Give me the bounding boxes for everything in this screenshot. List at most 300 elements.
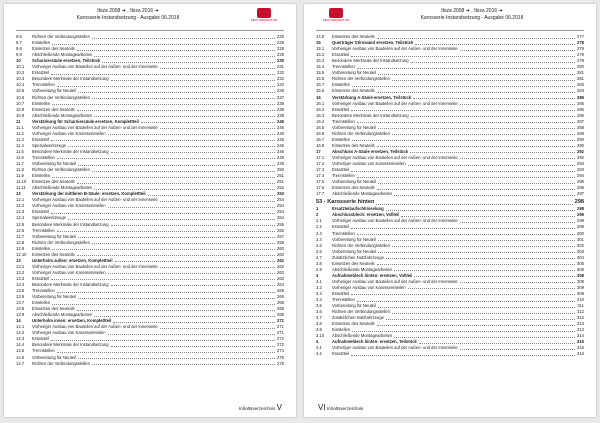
header-divider <box>316 30 584 31</box>
toc-entry-number: 17.3 <box>316 167 325 173</box>
toc-leader-dots <box>78 237 275 238</box>
toc-entry-title: Trennstellen <box>32 154 55 160</box>
toc-entry-page: 306 <box>577 266 584 272</box>
toc-entry-number: 12.9 <box>16 245 25 251</box>
toc-leader-dots <box>115 261 275 262</box>
toc-leader-dots <box>77 255 275 256</box>
toc-entry-title: Ersatzteil <box>32 275 50 281</box>
header-subtitle: Karosserie-Instandsetzung - Ausgabe 06.2018 <box>420 15 524 21</box>
toc-entry-number: 11.10 <box>16 179 27 185</box>
toc-entry-page: 271 <box>277 318 284 324</box>
toc-leader-dots <box>414 276 575 277</box>
toc-entry-page: 238 <box>277 106 284 112</box>
toc-leader-dots <box>377 264 575 265</box>
toc-entry-title: Vorbereitung für Neuteil <box>332 236 376 242</box>
toc-entry-page: 275 <box>277 354 284 360</box>
toc-entry-page: 231 <box>277 64 284 70</box>
toc-entry-number: 15.3 <box>316 58 325 64</box>
toc-leader-dots <box>460 158 575 159</box>
toc-entry-page: 256 <box>277 227 284 233</box>
header-models: Ibiza 2008 ➔ , Ibiza 2016 ➔ <box>97 8 159 14</box>
toc-entry-title: Vorbereitung für Neuteil <box>332 303 376 309</box>
toc-entry-number: 2.4 <box>316 236 322 242</box>
toc-entry-title: Spezialwerkzeuge <box>32 142 66 148</box>
toc-entry-number: 12.10 <box>16 251 27 257</box>
toc-entry-title: Vorbereitung für Neuteil <box>332 124 376 130</box>
toc-entry-title: Einsetzen des Neuteils <box>332 142 375 148</box>
toc-entry-number: 2.2 <box>316 224 322 230</box>
toc-entry-number: 2.9 <box>316 266 322 272</box>
toc-entry-page: 277 <box>577 34 584 40</box>
toc-entry-page: 314 <box>577 333 584 339</box>
toc-entry-number: 16.5 <box>316 124 325 130</box>
toc-entry-number: 13.8 <box>16 306 25 312</box>
toc-entry-page: 268 <box>277 306 284 312</box>
toc-entry-number: 13.6 <box>16 294 25 300</box>
toc-leader-dots <box>415 44 575 45</box>
toc-entry-page: 287 <box>577 118 584 124</box>
toc-entry-title: Vorbereitung für Neuteil <box>332 248 376 254</box>
toc-entry-number: 17.4 <box>316 173 325 179</box>
toc-entry-number: 3.2 <box>316 284 322 290</box>
toc-entry-title: Einsetzen des Neuteils <box>332 185 375 191</box>
toc-entry[interactable] <box>316 351 584 357</box>
toc-entry-title: Einstellen <box>32 245 51 251</box>
toc-entry-title: Ersatzteil <box>332 351 350 357</box>
toc-entry-title: Vorbereitung für Neuteil <box>32 233 76 239</box>
toc-leader-dots <box>410 152 575 153</box>
toc-leader-dots <box>401 216 575 217</box>
toc-entry-title: Einstellen <box>332 327 351 333</box>
toc-entry-number: 10.5 <box>16 88 25 94</box>
toc-entry-title: Richten der Verbindungsstellen <box>32 34 90 40</box>
toc-entry-page: 288 <box>577 124 584 130</box>
toc-leader-dots <box>94 116 275 117</box>
toc-leader-dots <box>78 92 275 93</box>
toc-leader-dots <box>148 195 275 196</box>
toc-entry-number: 13.1 <box>16 263 25 269</box>
toc-entry-title: Unterholm innen: ersetzen, Komplettteil <box>32 318 112 324</box>
toc-entry-page: 293 <box>577 167 584 173</box>
toc-entry-page: 262 <box>277 263 284 269</box>
toc-leader-dots <box>394 195 575 196</box>
toc-entry-title: Vorheriger Ausbau von Bauteilen auf der Außen- und der Innenseite <box>332 345 458 351</box>
toc-entry-page: 286 <box>577 112 584 118</box>
toc-entry-page: 234 <box>277 82 284 88</box>
toc-entry-number: 13.7 <box>16 300 25 306</box>
toc-leader-dots <box>160 328 275 329</box>
toc-leader-dots <box>51 279 275 280</box>
toc-entry-title: Vorheriger Ausbau von Bauteilen auf der Außen- und der Innenseite <box>332 218 458 224</box>
toc-entry-number: 12.3 <box>16 209 25 215</box>
toc-entry-page: 300 <box>577 230 584 236</box>
toc-entry-number: 14.6 <box>16 354 25 360</box>
toc-entry-page: 228 <box>277 40 284 46</box>
toc-entry-number: 15 <box>316 40 321 46</box>
toc-leader-dots <box>351 56 575 57</box>
toc-entry-title: Ersatzteil <box>32 336 50 342</box>
toc-entry-number: 14.3 <box>16 336 25 342</box>
toc-leader-dots <box>386 210 575 211</box>
toc-entry-page: 313 <box>577 321 584 327</box>
toc-entry[interactable] <box>16 361 284 367</box>
toc-list-left <box>16 34 284 367</box>
toc-entry-number: 9.7 <box>16 40 22 46</box>
toc-leader-dots <box>92 364 275 365</box>
toc-entry-number: 16.4 <box>316 118 325 124</box>
toc-entry-page: 299 <box>577 212 584 218</box>
toc-entry-title: Einsetzen des Neuteils <box>32 306 75 312</box>
toc-entry-page: 228 <box>277 46 284 52</box>
toc-leader-dots <box>108 207 275 208</box>
page-footer <box>318 403 363 412</box>
toc-entry-page: 312 <box>577 315 584 321</box>
toc-leader-dots <box>68 146 275 147</box>
logo-mark-icon <box>329 8 343 18</box>
brand-logo <box>316 8 356 28</box>
toc-entry-page: 285 <box>577 94 584 100</box>
toc-leader-dots <box>51 74 275 75</box>
toc-entry-page: 237 <box>277 94 284 100</box>
toc-entry-page: 230 <box>277 58 284 64</box>
toc-entry-title: Abschließende Montagearbeiten <box>32 52 93 58</box>
toc-entry-page: 254 <box>277 209 284 215</box>
toc-entry-number: 9.9 <box>16 52 22 58</box>
toc-entry-title: 53 - Karosserie hinten <box>316 199 375 206</box>
toc-entry-page: 246 <box>277 136 284 142</box>
toc-leader-dots <box>460 349 575 350</box>
toc-entry-page: 311 <box>577 303 584 309</box>
toc-leader-dots <box>52 249 275 250</box>
page-number: VI <box>318 403 326 412</box>
toc-entry-page: 236 <box>277 88 284 94</box>
toc-leader-dots <box>460 50 575 51</box>
toc-entry-number: 15.5 <box>316 70 325 76</box>
toc-entry-title: Vorbereitung für Neuteil <box>32 354 76 360</box>
header-models: Ibiza 2008 ➔ , Ibiza 2016 ➔ <box>441 8 503 14</box>
toc-entry-title: Vorheriger Ausbau von Bauteilen auf der Außen- und der Innenseite <box>32 263 158 269</box>
toc-leader-dots <box>92 98 275 99</box>
toc-entry-page: 260 <box>277 245 284 251</box>
toc-entry-page: 308 <box>577 272 584 278</box>
toc-entry-page: 274 <box>277 348 284 354</box>
toc-leader-dots <box>92 171 275 172</box>
toc-entry-page: 283 <box>577 82 584 88</box>
toc-entry-page: 246 <box>277 118 284 124</box>
toc-entry-page: 299 <box>577 218 584 224</box>
toc-entry-page: 229 <box>277 52 284 58</box>
toc-entry-page: 254 <box>277 215 284 221</box>
toc-entry-title: Richten der Verbindungsstellen <box>32 360 90 366</box>
toc-leader-dots <box>78 298 275 299</box>
toc-entry-number: 3.1 <box>316 278 322 284</box>
toc-leader-dots <box>378 128 575 129</box>
toc-entry-title: Einsetzen des Neuteils <box>32 46 75 52</box>
toc-entry-number: 16.1 <box>316 100 325 106</box>
toc-leader-dots <box>377 189 575 190</box>
toc-entry-number: 11.3 <box>16 136 24 142</box>
toc-leader-dots <box>111 225 275 226</box>
toc-entry-page: 232 <box>277 70 284 76</box>
toc-leader-dots <box>351 294 575 295</box>
toc-entry-title: Aufnahmeblech hinten: ersetzen, Vollteil <box>332 272 413 278</box>
toc-entry-title: Einstellen <box>332 136 351 142</box>
toc-entry-title: Richten der Verbindungsstellen <box>32 167 90 173</box>
page-header <box>316 8 584 30</box>
toc-leader-dots <box>460 222 575 223</box>
toc-entry-page: 252 <box>277 185 284 191</box>
header-divider <box>16 30 284 31</box>
toc-entry-number: 12.1 <box>16 197 25 203</box>
toc-entry-title: Einsetzen des Neuteils <box>332 321 375 327</box>
toc-entry-page: 276 <box>277 360 284 366</box>
footer-label: Inhaltsverzeichnis <box>326 406 364 411</box>
toc-entry-number: 3.3 <box>316 290 322 296</box>
toc-entry-number: 11.8 <box>16 167 24 173</box>
toc-leader-dots <box>57 158 275 159</box>
toc-entry-page: 298 <box>574 199 584 206</box>
toc-entry-title: Ersatzteil <box>332 167 350 173</box>
toc-entry-number: 15.6 <box>316 76 325 82</box>
toc-entry-number: 9.8 <box>16 46 22 52</box>
toc-leader-dots <box>52 304 275 305</box>
toc-entry-number: 12.7 <box>16 233 25 239</box>
toc-leader-dots <box>51 213 275 214</box>
right-page <box>304 4 596 417</box>
toc-entry-title: Abschließende Montagearbeiten <box>32 312 93 318</box>
toc-entry-page: 279 <box>577 52 584 58</box>
toc-entry-page: 239 <box>277 112 284 118</box>
toc-entry-title: Richten der Verbindungsstellen <box>32 94 90 100</box>
toc-entry-number: 3.4 <box>316 297 322 303</box>
toc-entry-page: 315 <box>577 345 584 351</box>
toc-entry-number: 4 <box>316 339 319 345</box>
toc-entry-page: 232 <box>277 76 284 82</box>
toc-entry-title: Verstärkung A-Säule ersetzen, Teilstück <box>332 94 412 100</box>
toc-entry-number: 2.7 <box>316 254 322 260</box>
toc-leader-dots <box>460 104 575 105</box>
toc-entry-page: 225 <box>277 34 284 40</box>
toc-leader-dots <box>377 92 575 93</box>
toc-entry-page: 309 <box>577 290 584 296</box>
toc-leader-dots <box>160 201 275 202</box>
toc-chapter-heading[interactable] <box>316 197 584 206</box>
toc-entry-page: 290 <box>577 142 584 148</box>
toc-entry-page: 271 <box>277 330 284 336</box>
toc-entry-title: Ersatzteil <box>332 290 350 296</box>
toc-entry-page: 255 <box>277 221 284 227</box>
toc-entry-number: 14.5 <box>16 348 25 354</box>
toc-entry-title: Einsetzen des Neuteils <box>332 34 375 40</box>
toc-leader-dots <box>352 331 575 332</box>
logo-text: SEAT REPARATUR <box>322 18 350 22</box>
toc-leader-dots <box>351 110 575 111</box>
toc-entry-title: Ersatzteil <box>32 136 50 142</box>
toc-entry-title: Querträger Stirnwand ersetzen, Teilstück <box>332 40 414 46</box>
toc-entry-title: Abschluss A-Säule ersetzen, Teilstück <box>332 148 409 154</box>
toc-leader-dots <box>113 322 275 323</box>
toc-entry-number: 15.2 <box>316 52 325 58</box>
toc-entry-title: Vorheriger Ausbau von Bauteilen auf der Außen- und der Innenseite <box>32 197 158 203</box>
toc-leader-dots <box>352 86 575 87</box>
toc-entry-number: 10 <box>16 58 21 64</box>
toc-entry-title: Richten der Verbindungsstellen <box>332 309 390 315</box>
toc-leader-dots <box>394 270 575 271</box>
toc-entry-number: 12.5 <box>16 221 25 227</box>
toc-entry-number: 2.1 <box>316 218 322 224</box>
toc-leader-dots <box>111 80 275 81</box>
toc-leader-dots <box>408 288 575 289</box>
toc-entry-number: 15.1 <box>316 46 325 52</box>
toc-entry-title: Trennstellen <box>32 82 55 88</box>
toc-entry-title: Einsetzen des Neuteils <box>32 251 75 257</box>
toc-entry-page: 316 <box>577 351 584 357</box>
toc-entry-title: Ersatzteilaufschlüsselung <box>332 206 384 212</box>
toc-leader-dots <box>357 301 575 302</box>
toc-entry-number: 16.3 <box>316 112 325 118</box>
toc-entry-number: 10.9 <box>16 112 25 118</box>
toc-entry-title: Verstärkung für Scharniersäule ersetzen, Komplettteil <box>32 118 139 124</box>
toc-entry-title: Trennstellen <box>32 227 55 233</box>
toc-entry-title: Einstellen <box>332 82 351 88</box>
toc-entry-number: 14.2 <box>16 330 25 336</box>
toc-entry-title: Vorheriger Ausbau von Bauteilen auf der Außen- und der Innenseite <box>32 64 158 70</box>
toc-leader-dots <box>94 316 275 317</box>
toc-entry-page: 290 <box>577 136 584 142</box>
toc-leader-dots <box>357 68 575 69</box>
toc-list-right <box>316 34 584 357</box>
toc-entry-number: 15.7 <box>316 82 325 88</box>
toc-entry-number: 13.4 <box>16 281 25 287</box>
toc-leader-dots <box>102 62 275 63</box>
toc-entry-number: 13 <box>16 257 21 263</box>
toc-entry-number: 14 <box>16 318 21 324</box>
toc-entry-number: 12.6 <box>16 227 25 233</box>
toc-entry-title: Richten der Verbindungsstellen <box>332 130 390 136</box>
toc-entry-title: Besondere Merkmale der Instandsetzung <box>332 112 409 118</box>
toc-leader-dots <box>351 228 575 229</box>
toc-leader-dots <box>52 44 275 45</box>
toc-entry-number: 16.7 <box>316 136 325 142</box>
toc-entry-number: 4.1 <box>316 345 322 351</box>
toc-entry-page: 295 <box>577 179 584 185</box>
toc-entry-number: 13.2 <box>16 269 25 275</box>
toc-entry-page: 302 <box>577 242 584 248</box>
toc-leader-dots <box>92 243 275 244</box>
toc-leader-dots <box>378 307 575 308</box>
toc-entry-number: 3.10 <box>316 333 325 339</box>
toc-entry-number: 2.6 <box>316 248 322 254</box>
toc-entry-page: 278 <box>577 40 584 46</box>
toc-entry-title: Vorheriger Ausbau von Bauteilen auf der Außen- und der Innenseite <box>332 100 458 106</box>
toc-entry-page: 285 <box>577 106 584 112</box>
left-page <box>4 4 296 417</box>
toc-entry-page: 283 <box>577 88 584 94</box>
toc-entry-number: 4.2 <box>316 351 322 357</box>
toc-leader-dots <box>376 204 572 205</box>
page-number: V <box>276 403 282 412</box>
toc-entry-page: 264 <box>277 281 284 287</box>
toc-entry-page: 257 <box>277 233 284 239</box>
toc-entry-page: 251 <box>277 179 284 185</box>
toc-entry-title: Spezialwerkzeuge <box>32 215 66 221</box>
toc-leader-dots <box>77 183 275 184</box>
toc-entry-title: Vorbereitung für Neuteil <box>332 70 376 76</box>
toc-entry-title: Vorheriger Ausbau von Karosserieteilen <box>32 203 106 209</box>
page-header <box>16 8 284 30</box>
toc-entry-title: Zusätzlichen Nutzfahrzeuge <box>332 254 384 260</box>
toc-leader-dots <box>77 50 275 51</box>
toc-leader-dots <box>160 128 275 129</box>
toc-entry-title: Besondere Merkmale der Instandsetzung <box>32 221 109 227</box>
toc-entry-page: 308 <box>577 278 584 284</box>
toc-leader-dots <box>94 189 275 190</box>
toc-leader-dots <box>413 98 575 99</box>
toc-entry-number: 10.4 <box>16 82 25 88</box>
toc-entry-title: Richten der Verbindungsstellen <box>332 242 390 248</box>
toc-leader-dots <box>78 165 275 166</box>
toc-entry-page: 246 <box>277 148 284 154</box>
toc-entry-page: 246 <box>277 142 284 148</box>
toc-entry-page: 246 <box>277 130 284 136</box>
toc-entry-number: 17.5 <box>316 179 325 185</box>
toc-entry-title: Richten der Verbindungsstellen <box>332 76 390 82</box>
toc-entry-number: 9.6 <box>16 34 22 40</box>
toc-leader-dots <box>77 310 275 311</box>
toc-entry-title: Vorheriger Ausbau von Bauteilen auf der Außen- und der Innenseite <box>332 278 458 284</box>
toc-entry-number: 14.7 <box>16 360 25 366</box>
toc-entry-page: 269 <box>277 312 284 318</box>
toc-entry-title: Vorheriger Ausbau von Karosserieteilen <box>32 330 106 336</box>
toc-entry-number: 13.9 <box>16 312 25 318</box>
toc-entry-page: 251 <box>277 173 284 179</box>
toc-entry-title: Vorheriger Ausbau von Bauteilen auf der Außen- und der Innenseite <box>332 154 458 160</box>
toc-leader-dots <box>392 134 575 135</box>
toc-entry-page: 309 <box>577 284 584 290</box>
toc-entry-page: 301 <box>577 236 584 242</box>
toc-entry-page: 250 <box>277 167 284 173</box>
toc-leader-dots <box>51 340 275 341</box>
toc-entry-number: 17.1 <box>316 154 325 160</box>
page-footer <box>239 403 282 412</box>
toc-leader-dots <box>351 171 575 172</box>
toc-leader-dots <box>411 116 575 117</box>
toc-entry-page: 280 <box>577 64 584 70</box>
toc-entry-number: 3.9 <box>316 327 322 333</box>
toc-entry-page: 246 <box>277 124 284 130</box>
toc-entry-page: 299 <box>577 224 584 230</box>
toc-entry-number: 10.6 <box>16 94 25 100</box>
toc-entry-title: Trennstellen <box>332 64 355 70</box>
toc-entry-title: Einstellen <box>32 173 51 179</box>
footer-label: Inhaltsverzeichnis <box>238 406 276 411</box>
toc-leader-dots <box>52 177 275 178</box>
toc-entry-number: 3.7 <box>316 315 322 321</box>
toc-entry-title: Ersatzteil <box>332 52 350 58</box>
toc-leader-dots <box>111 152 275 153</box>
toc-leader-dots <box>57 352 275 353</box>
toc-entry-page: 263 <box>277 275 284 281</box>
toc-entry-page: 293 <box>577 161 584 167</box>
toc-entry-number: 14.4 <box>16 342 25 348</box>
toc-entry-title: Vorbereitung für Neuteil <box>32 88 76 94</box>
toc-entry-title: Ersatzteil <box>332 224 350 230</box>
toc-entry-title: Abschließende Montagearbeiten <box>332 191 393 197</box>
toc-entry-title: Vorheriger Ausbau von Karosserieteilen <box>32 130 106 136</box>
toc-entry-page: 249 <box>277 161 284 167</box>
toc-entry-title: Vorbereitung für Neuteil <box>32 294 76 300</box>
toc-leader-dots <box>57 86 275 87</box>
